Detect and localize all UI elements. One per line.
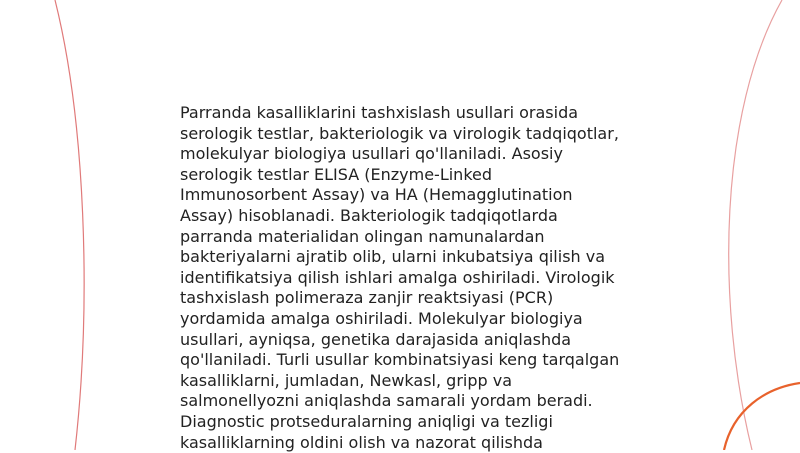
left-decorative-arc [55,0,84,450]
body-paragraph: Parranda kasalliklarini tashxislash usullari orasida serologik testlar, bakteriologik va virologik tadqiqotlar, molekulyar biologiya usullari qo'llaniladi. Asosiy serologik testlar ELISA (Enzyme-Linked Immunosorbent Assay) va HA (Hemagglutination Assay) hisoblanadi. Bakteriologik tadqiqotlarda parranda materialidan olingan namunalardan bakteriyalarni ajratib olib, ularni inkubatsiya qilish va identifikatsiya qilish ishlari amalga oshiriladi. Virologik tashxislash polimeraza zanjir reaktsiyasi (PCR) yordamida amalga oshiriladi. Molekulyar biologiya usullari, ayniqsa, genetika darajasida aniqlashda qo'llaniladi. Turli usullar kombinatsiyasi keng tarqalgan kasalliklarni, jumladan, Newkasl, gripp va salmonellyozni aniqlashda samarali yordam beradi. Diagnostic protseduralarning aniqligi va tezligi kasalliklarning oldini olish va nazorat qilishda [180,103,620,452]
right-decorative-arc-thick [724,383,800,450]
right-decorative-arc-thin [729,0,782,450]
